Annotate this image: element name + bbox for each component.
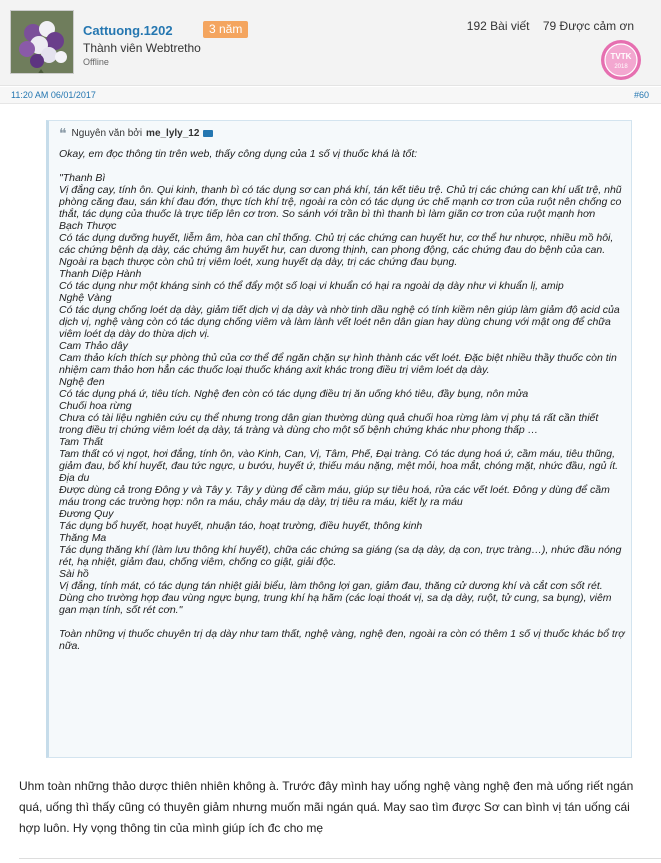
quote-line: Chuối hoa rừng (59, 400, 132, 412)
quote-line: Okay, em đọc thông tin trên web, thấy công dụng của 1 số vị thuốc khá là tốt: (59, 148, 418, 160)
online-status: Offline (83, 57, 109, 67)
quote-line: Có tác dụng phá ứ, tiêu tích. Nghệ đen còn có tác dụng điều trị ăn uống khó tiêu, đầy bụng, nôn mửa (59, 388, 529, 400)
quote-line: Nghệ đen (59, 376, 105, 388)
quote-line: Chưa có tài liệu nghiên cứu cụ thể nhưng trong dân gian thường dùng quả chuối hoa rừng làm vị phụ tá rất cần thiết trong điều trị chứng viêm loét dạ dày, tá tràng và dùng cho một số bệnh chứng khác như phong thấp … (59, 412, 599, 436)
view-post-icon[interactable] (203, 130, 213, 137)
quote-block (46, 120, 632, 758)
user-stats (467, 19, 634, 33)
reply-text: Uhm toàn những thảo dược thiên nhiên không à. Trước đây mình hay uống nghệ vàng nghệ đen mà uống riết ngán quá, uống thì thấy cũng có thuyên giảm nhưng muốn mãi ngán quá. May sao tìm được Sơ can bình vị tán uống cái hợp luôn. Hy vọng thông tin của mình giúp ích đc cho mẹ (19, 779, 634, 835)
membership-year-badge: 3 năm (203, 21, 248, 38)
quote-line: Bạch Thược (59, 220, 117, 232)
post-count: 192 Bài viết (466, 19, 530, 33)
quote-line: Nghệ Vàng (59, 292, 112, 304)
quote-line: Có tác dụng dưỡng huyết, liễm âm, hòa can chỉ thống. Chủ trị các chứng can huyết hư, cơ thể hư nhược, nhiều mồ hôi, các chứng bệnh dạ dày, các chứng âm huyết hư, can dương thịnh, can phong động, các chứng đau do bệnh của can. Ngoài ra bạch thược còn chủ trị viêm loét, xung huyết dạ dày, trị các chứng đau bụng. (59, 232, 614, 268)
quote-icon: ❝ (59, 125, 67, 142)
quote-body (59, 148, 625, 652)
username-link[interactable]: Cattuong.1202 (83, 23, 173, 38)
quote-line: Đương Quy (59, 508, 114, 520)
quote-spacer (59, 160, 625, 172)
thanks-count: 79 Được cảm ơn (542, 19, 634, 33)
flower-bouquet-icon (11, 11, 74, 74)
post-divider (19, 858, 661, 859)
quote-line: Tác dụng thăng khí (làm lưu thông khí huyết), chữa các chứng sa giáng (sa dạ dày, dạ con, trực tràng…), nhức đầu nóng rét, hạ nhiệt, giảm đau, chống viêm, chống co giật, giải độc. (59, 544, 622, 568)
quote-line: Có tác dụng như một kháng sinh có thể đẩy một số loại vi khuẩn có hại ra ngoài dạ dày như vi khuẩn lị, amip (59, 280, 564, 292)
award-year: 2018 (614, 64, 628, 70)
quote-line: Địa du (59, 472, 90, 484)
award-text: TVTK (610, 52, 632, 61)
quote-line: Thanh Diệp Hành (59, 268, 142, 280)
user-info-bar (0, 0, 661, 86)
award-badge (600, 39, 642, 81)
quote-line: Tam thất có vị ngọt, hơi đắng, tính ôn, vào Kinh, Can, Vị, Tâm, Phế, Đại tràng. Có tác dụng hoá ứ, cầm máu, tiêu thũng, giảm đau, bổ khí huyết, đau tức ngực, u bướu, huyết ứ, thiếu máu nặng, mệt mỏi, hoa mắt, chóng mặt, nhức đầu, ngủ ít. (59, 448, 619, 472)
post-timestamp[interactable]: 11:20 AM 06/01/2017 (11, 90, 96, 100)
quote-line: Toàn những vị thuốc chuyên trị dạ dày như tam thất, nghệ vàng, nghệ đen, ngoài ra còn có thêm 1 số vị thuốc khác bổ trợ nữa. (59, 628, 625, 652)
quote-line: Thăng Ma (59, 532, 107, 544)
quote-spacer (59, 616, 625, 628)
quote-header (59, 125, 213, 142)
user-rank: Thành viên Webtretho (83, 41, 201, 55)
award-badge-icon (600, 39, 642, 81)
quote-prefix: Nguyên văn bởi (71, 128, 143, 139)
quote-line: Tam Thất (59, 436, 103, 448)
post-number-link[interactable]: #60 (633, 90, 649, 100)
quote-line: "Thanh Bì (59, 172, 106, 184)
quote-line: Sài hồ (59, 568, 89, 580)
post-meta-bar (0, 87, 661, 104)
quote-line: Vị đắng, tính mát, có tác dụng tán nhiệt giải biểu, làm thông lợi gan, giảm đau, thăng cử dương khí và cắt cơn sốt rét. Dùng cho trường hợp đau vùng ngực bụng, trung khí hạ hãm (các loại thoát vị, sa dạ dày, ruột, tử cung, sa bụng), viêm gan mạn tính, sốt rét cơn." (59, 580, 612, 616)
avatar[interactable] (10, 10, 74, 74)
quote-line: Cam Thảo dây (59, 340, 128, 352)
quote-line: Có tác dụng chống loét dạ dày, giảm tiết dịch vị dạ dày và nhờ tinh dầu nghệ có tính kiềm nên giúp làm giảm độ acid của dịch vị, nghệ vàng còn có tác dụng chống viêm và làm lành vết loét nên dân gian hay dùng chung với mật ong để chữa viêm loét dạ dày do thừa dịch vị. (59, 304, 620, 340)
quote-line: Tác dụng bổ huyết, hoạt huyết, nhuận táo, hoạt trường, điều huyết, thông kinh (59, 520, 423, 532)
quote-author[interactable]: me_lyly_12 (146, 128, 200, 139)
quote-line: Cam thảo kích thích sự phòng thủ của cơ thể để ngăn chặn sự hình thành các vết loét. Đặc biệt nhiều thầy thuốc còn tin nhiệm cam thảo hơn hẳn các thuốc loại thuốc kháng axit khác trong điều trị viêm loét dạ dày. (59, 352, 617, 376)
quote-line: Vị đắng cay, tính ôn. Qui kinh, thanh bì có tác dụng sơ can phá khí, tán kết tiêu trệ. Chủ trị các chứng can khí uất trệ, nhũ phòng căng đau, sán khí đau đớn, thực tích khí trệ, ngoài ra còn có tác dụng ức chế mạnh cơ trơn của ruột nên chống co thắt, tác dụng của thuốc là trực tiếp lên cơ trơn. So sánh với trần bì thì thanh bì làm giãn cơ trơn của ruột mạnh hơn (59, 184, 622, 220)
quote-line: Được dùng cả trong Đông y và Tây y. Tây y dùng để cầm máu, giúp sự tiêu hoá, rửa các vết loét. Đông y dùng để cầm máu trong các trường hợp: nôn ra máu, chảy máu dạ dày, trị tiêu ra máu, kiết lỵ ra máu (59, 484, 610, 508)
